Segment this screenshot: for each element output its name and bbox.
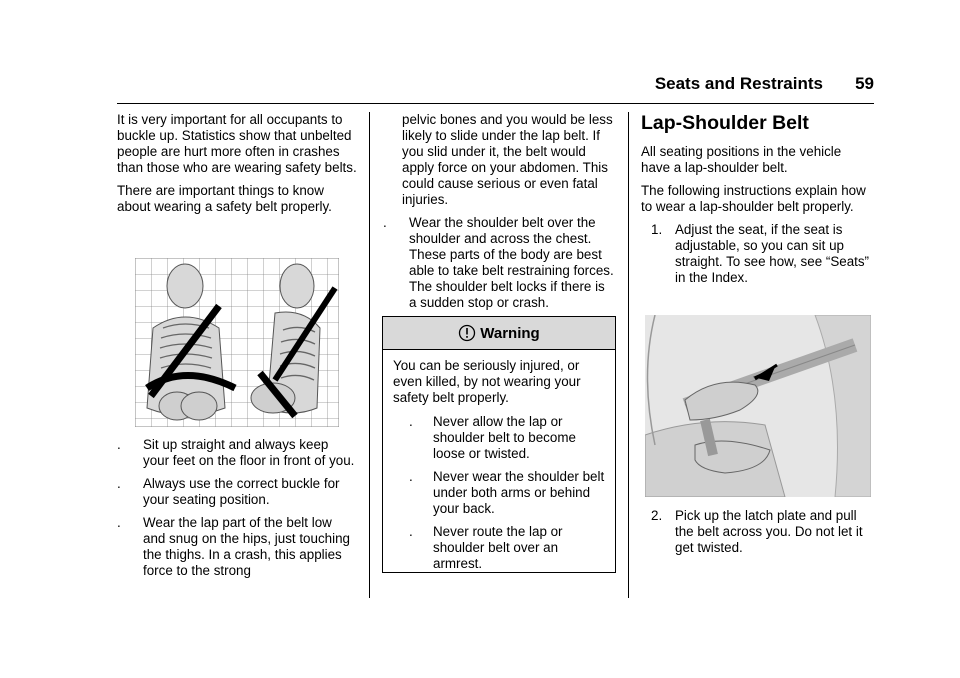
intro-paragraph: There are important things to know about wearing a safety belt properly. [117, 183, 332, 214]
skeleton-belt-illustration [135, 258, 339, 427]
list-item: . Never route the lap or shoulder belt over an armrest. [409, 524, 563, 571]
list-item: . Always use the correct buckle for your seating position. [117, 476, 340, 507]
page-number: 59 [855, 74, 874, 93]
warning-title: Warning [480, 324, 540, 342]
paragraph: The following instructions explain how to wear a lap-shoulder belt properly. [641, 183, 866, 214]
list-item: . Sit up straight and always keep your feet on the floor in front of you. [117, 437, 355, 468]
intro-paragraph: It is very important for all occupants to buckle up. Statistics show that unbelted people are hurt more often in crashes than those who are wearing safety belts. [117, 112, 357, 175]
warning-icon [458, 324, 476, 342]
column-1-bullets [117, 437, 357, 586]
warning-intro: You can be seriously injured, or even killed, by not wearing your safety belt properly. [393, 358, 581, 405]
seatbelt-latch-illustration [645, 315, 871, 497]
list-item: . Wear the lap part of the belt low and snug on the hips, just touching the thighs. In a crash, this applies force to the strong [117, 515, 350, 578]
step-item: 2. Pick up the latch plate and pull the belt across you. Do not let it get twisted. [651, 508, 863, 555]
section-title: Seats and Restraints [654, 74, 823, 93]
column-divider [369, 112, 370, 598]
list-item: . Wear the shoulder belt over the shoulder and across the chest. These parts of the body are best able to take belt restraining forces. The shoulder belt locks if there is a sudden stop or crash. [383, 215, 614, 310]
column-2 [383, 112, 615, 318]
warning-header [383, 317, 615, 350]
list-item: . Never wear the shoulder belt under both arms or behind your back. [409, 469, 605, 516]
continued-paragraph: pelvic bones and you would be less likely to slide under the lap belt. If you slid under it, the belt would apply force on your abdomen. This could cause serious or even fatal injuries. [402, 112, 613, 207]
column-divider [628, 112, 629, 598]
warning-box [382, 316, 616, 573]
paragraph: All seating positions in the vehicle have a lap-shoulder belt. [641, 144, 842, 175]
header-rule [117, 103, 874, 104]
section-heading: Lap-Shoulder Belt [641, 112, 809, 134]
column-1 [117, 112, 357, 222]
list-item: . Never allow the lap or shoulder belt to become loose or twisted. [409, 414, 576, 461]
column-3 [641, 112, 873, 293]
column-3-lower [641, 508, 873, 563]
step-item: 1. Adjust the seat, if the seat is adjustable, so you can sit up straight. To see how, see “Seats” in the Index. [651, 222, 870, 285]
